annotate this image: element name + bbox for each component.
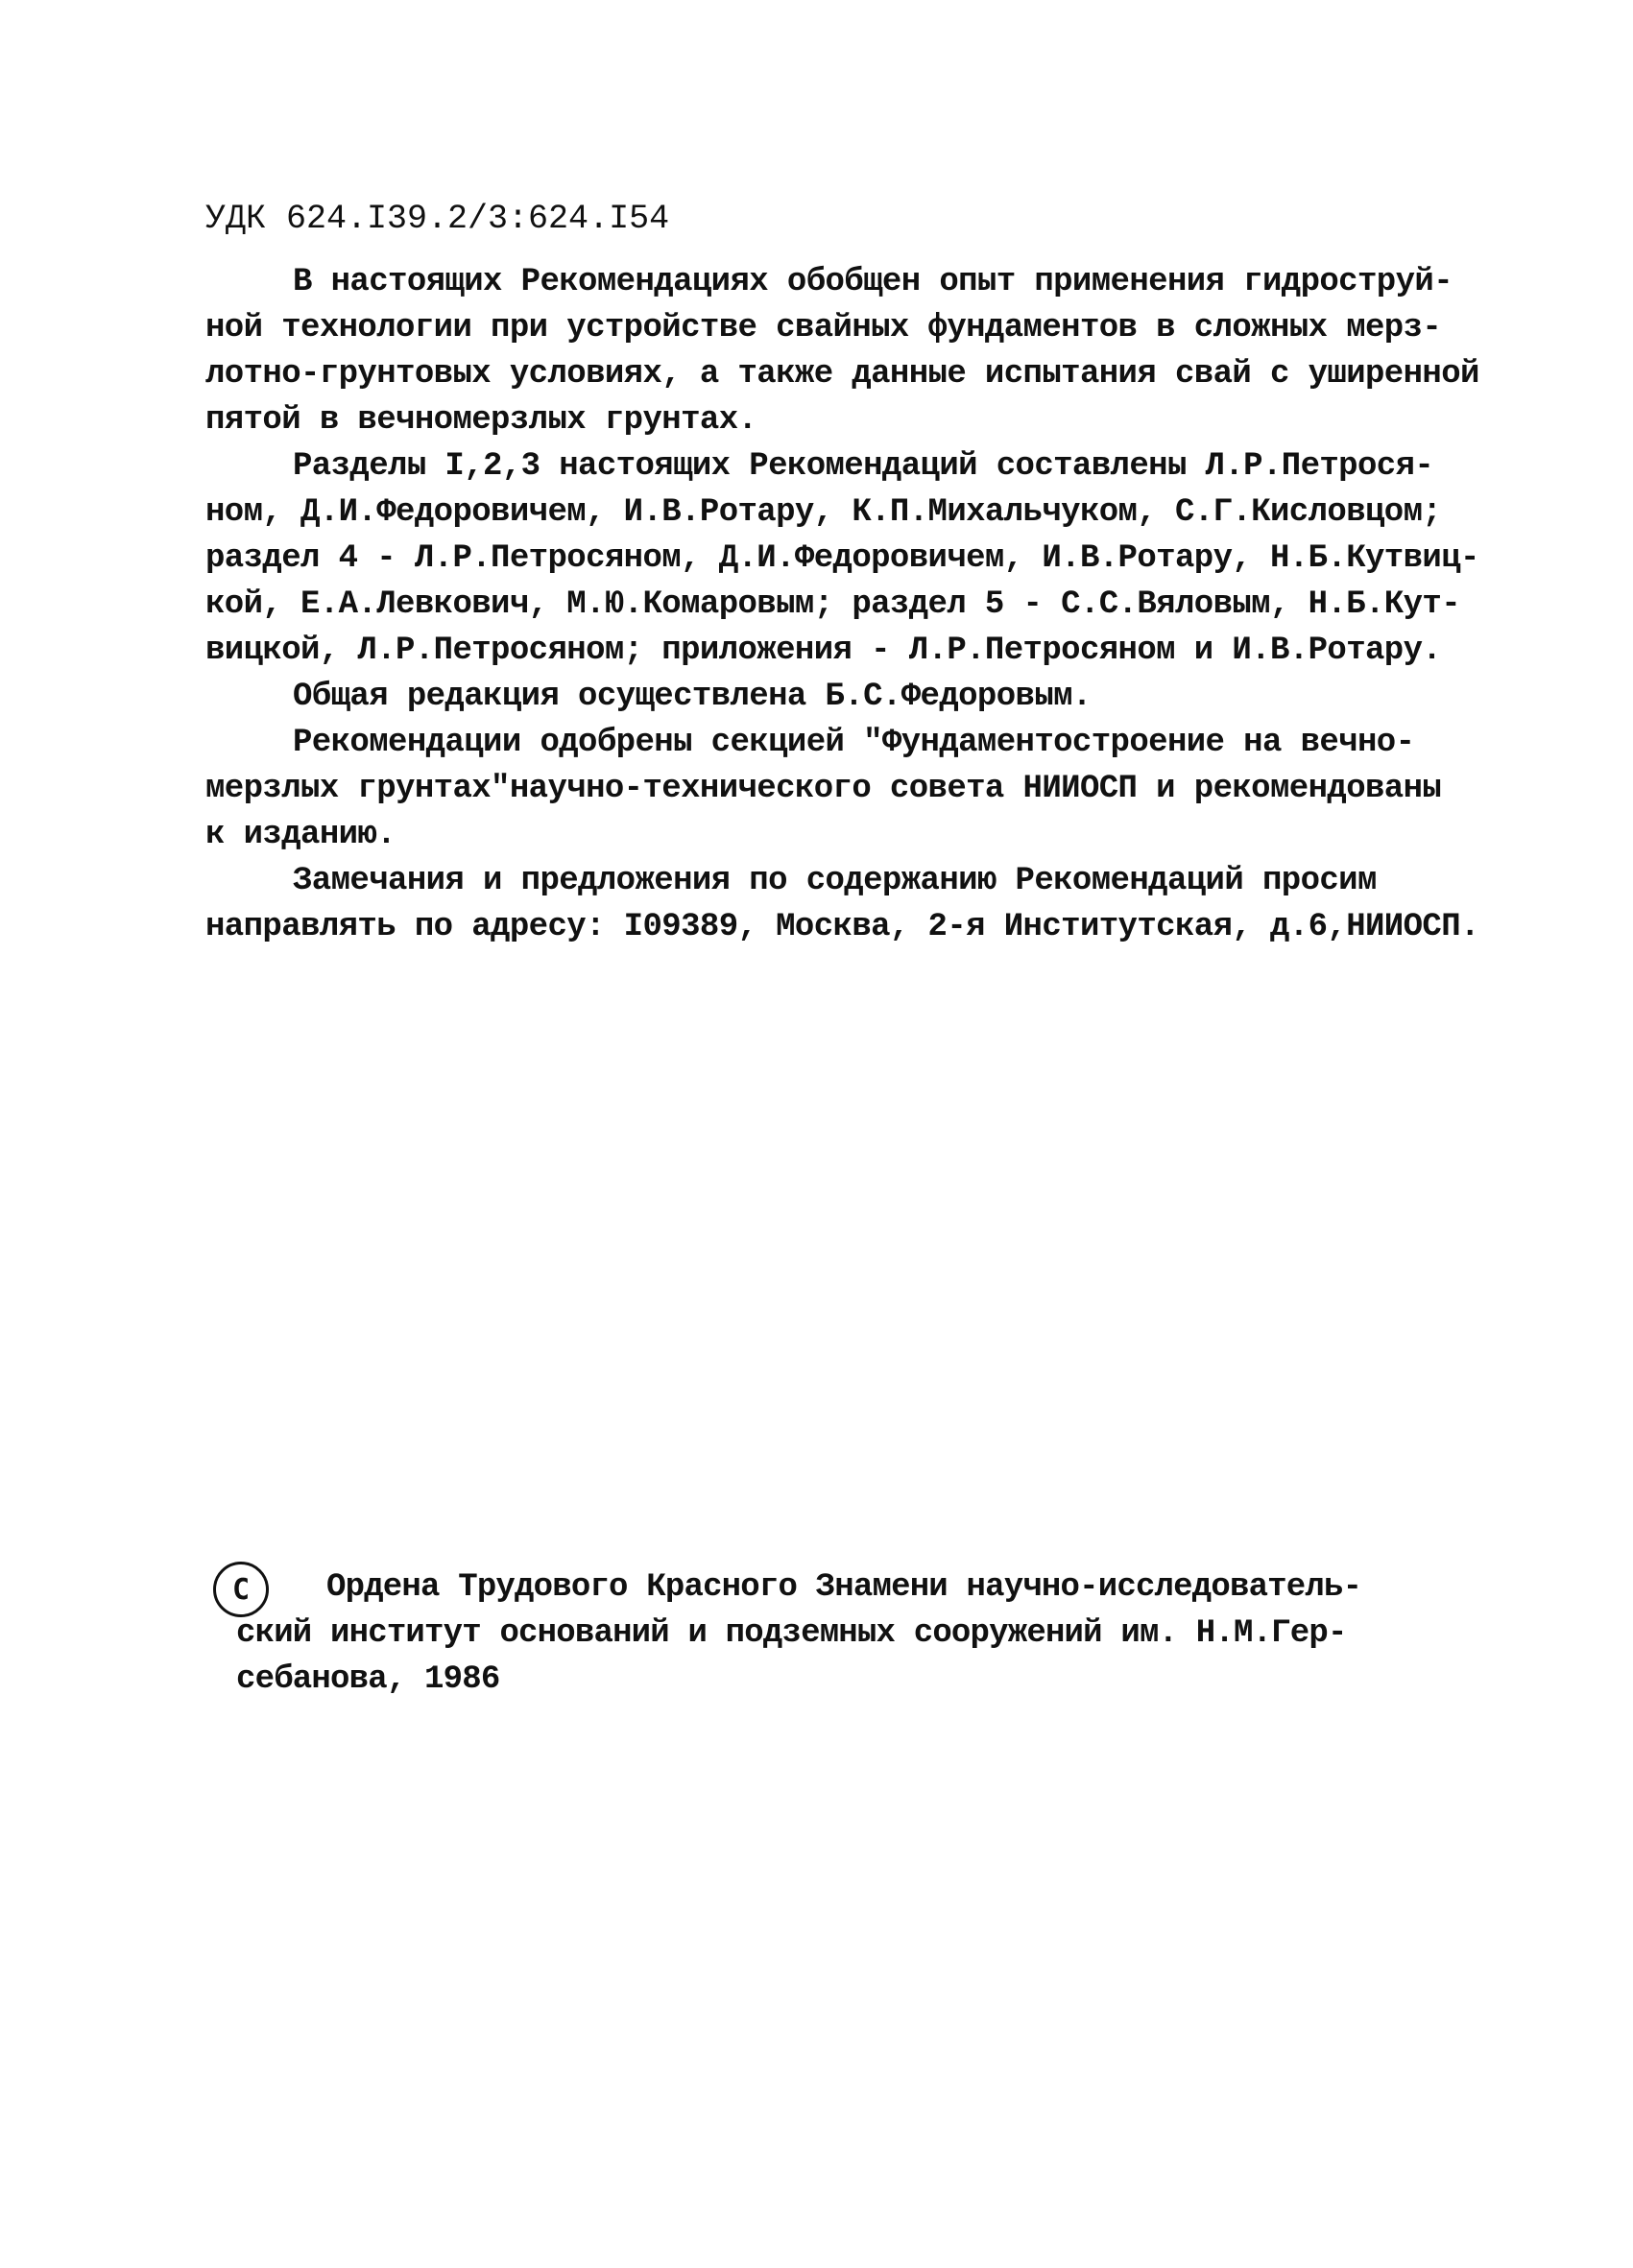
- publisher-line: ский институт оснований и подземных сооружений им. Н.М.Гер-: [236, 1615, 1347, 1652]
- paragraph-line: направлять по адресу: I09389, Москва, 2-я Институтская, д.6,НИИОСП.: [205, 909, 1479, 945]
- paragraph-line: ном, Д.И.Федоровичем, И.В.Ротару, К.П.Михальчуком, С.Г.Кисловцом;: [205, 494, 1442, 531]
- paragraph-line: раздел 4 - Л.Р.Петросяном, Д.И.Федоровичем, И.В.Ротару, Н.Б.Кутвиц-: [205, 540, 1479, 577]
- paragraph-line: к изданию.: [205, 817, 396, 853]
- paragraph-line: Общая редакция осуществлена Б.С.Федоровым.: [293, 679, 1092, 715]
- paragraph-line: В настоящих Рекомендациях обобщен опыт применения гидроструй-: [293, 264, 1453, 300]
- paragraph-line: пятой в вечномерзлых грунтах.: [205, 402, 757, 439]
- paragraph-line: мерзлых грунтах"научно-технического совета НИИОСП и рекомендованы: [205, 771, 1442, 807]
- publisher-line: Ордена Трудового Красного Знамени научно-исследователь-: [326, 1569, 1362, 1606]
- paragraph-line: вицкой, Л.Р.Петросяном; приложения - Л.Р.Петросяном и И.В.Ротару.: [205, 633, 1442, 669]
- udk-code: УДК 624.I39.2/3:624.I54: [205, 200, 670, 238]
- paragraph-line: Разделы I,2,3 настоящих Рекомендаций составлены Л.Р.Петрося-: [293, 448, 1434, 485]
- paragraph-line: кой, Е.А.Левкович, М.Ю.Комаровым; раздел 5 - С.С.Вяловым, Н.Б.Кут-: [205, 586, 1461, 623]
- paragraph-line: ной технологии при устройстве свайных фундаментов в сложных мерз-: [205, 310, 1442, 346]
- paragraph-line: Замечания и предложения по содержанию Рекомендаций просим: [293, 863, 1377, 899]
- copyright-symbol: С: [213, 1562, 269, 1617]
- publisher-line: себанова, 1986: [236, 1661, 500, 1698]
- paragraph-line: лотно-грунтовых условиях, а также данные испытания свай с уширенной: [205, 356, 1479, 393]
- paragraph-line: Рекомендации одобрены секцией "Фундаментостроение на вечно-: [293, 725, 1415, 761]
